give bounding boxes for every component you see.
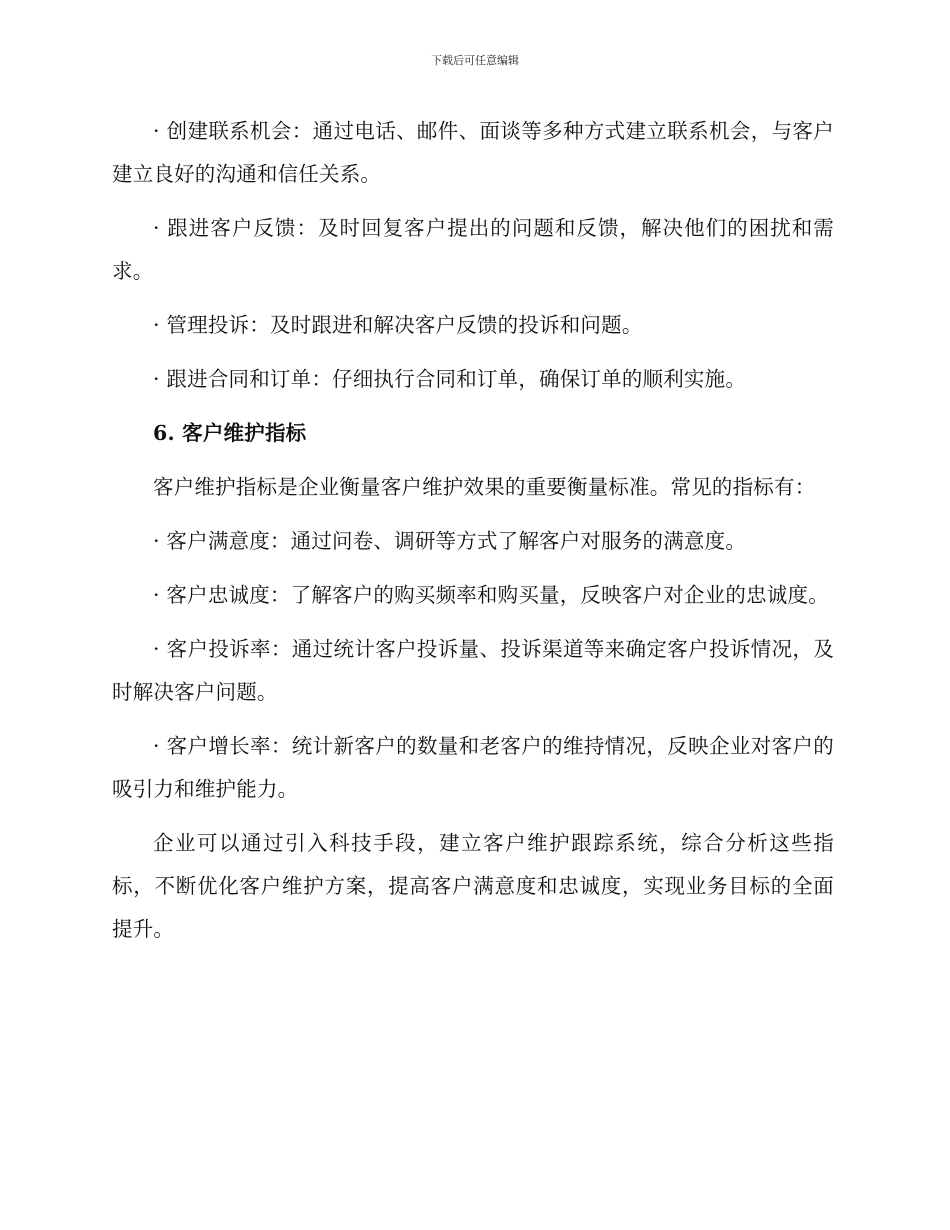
bullet-manage-complaints: · 管理投诉：及时跟进和解决客户反馈的投诉和问题。 [153, 313, 643, 337]
bullet-loyalty: · 客户忠诚度：了解客户的购买频率和购买量，反映客户对企业的忠诚度。 [153, 583, 829, 607]
bullet-create-contact: · 创建联系机会：通过电话、邮件、面谈等多种方式建立联系机会，与客户建立良好的沟通和信任关系。 [112, 119, 834, 186]
bullet-follow-feedback: · 跟进客户反馈：及时回复客户提出的问题和反馈，解决他们的困扰和需求。 [112, 216, 834, 283]
bullet-growth-rate: · 客户增长率：统计新客户的数量和老客户的维持情况，反映企业对客户的吸引力和维护能力。 [112, 734, 834, 801]
section-heading: 6. 客户维护指标 [153, 421, 307, 445]
bullet-follow-contracts: · 跟进合同和订单：仔细执行合同和订单，确保订单的顺利实施。 [153, 367, 747, 391]
closing-paragraph: 企业可以通过引入科技手段，建立客户维护跟踪系统，综合分析这些指标，不断优化客户维护方案，提高客户满意度和忠诚度，实现业务目标的全面提升。 [112, 831, 834, 941]
bullet-complaint-rate: · 客户投诉率：通过统计客户投诉量、投诉渠道等来确定客户投诉情况，及时解决客户问题。 [112, 637, 834, 704]
document-body [112, 110, 834, 962]
page-header-note: 下载后可任意编辑 [431, 54, 519, 67]
bullet-satisfaction: · 客户满意度：通过问卷、调研等方式了解客户对服务的满意度。 [153, 529, 747, 553]
section-intro: 客户维护指标是企业衡量客户维护效果的重要衡量标准。常见的指标有： [153, 475, 816, 499]
